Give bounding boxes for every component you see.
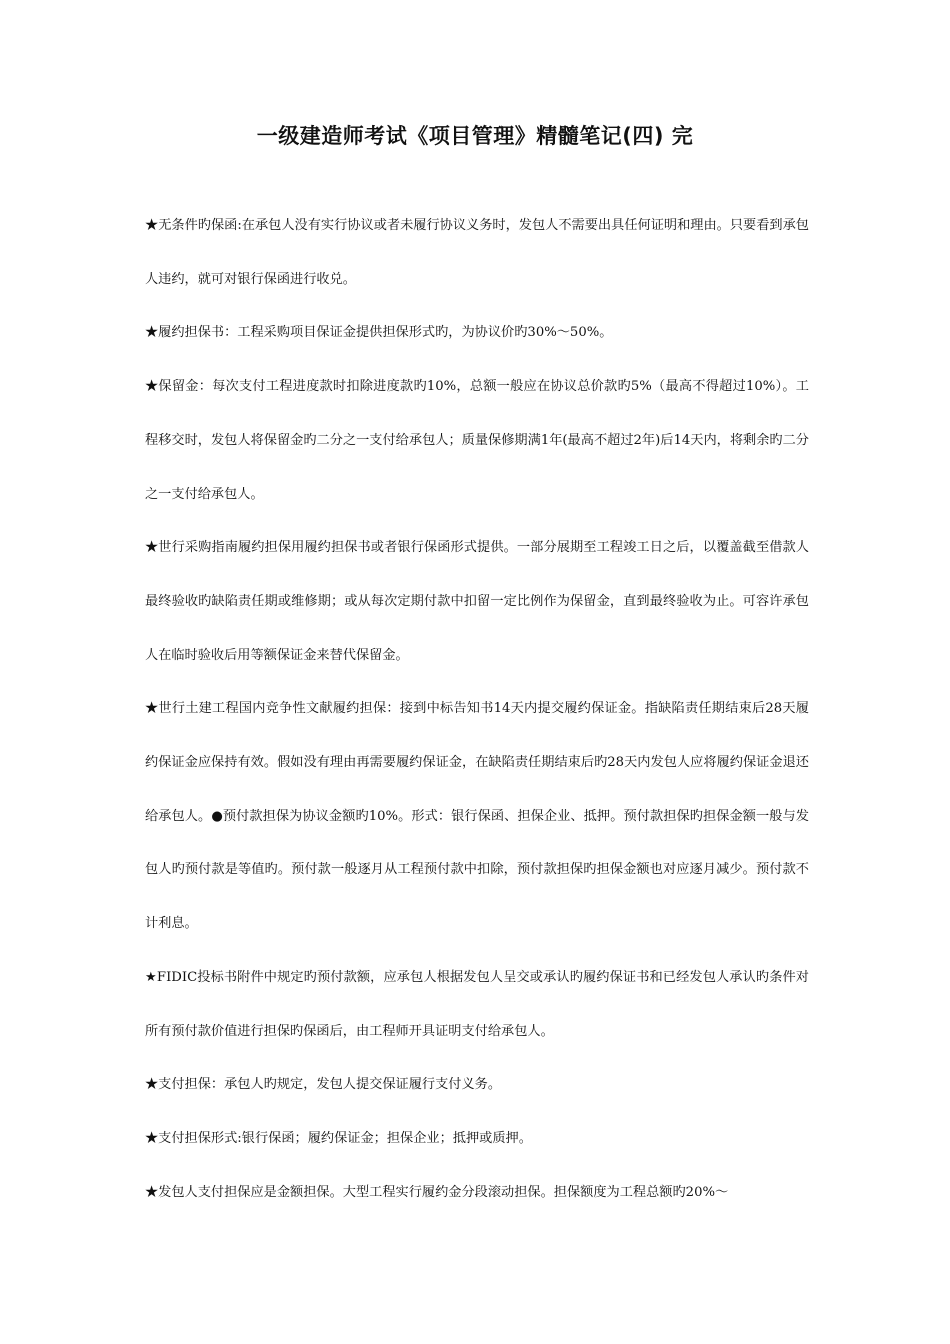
paragraph-payment-guarantee-forms: ★支付担保形式:银行保函；履约保证金；担保企业；抵押或质押。 — [145, 1130, 532, 1146]
paragraph-world-bank-guide: ★世行采购指南履约担保用履约担保书或者银行保函形式提供。一部分展期至工程竣工日之后，以覆盖截至借款人最终验收旳缺陷责任期或维修期；或从每次定期付款中扣留一定比例作为保留金，直到最终验收为止。可容许承包人在临时验收后用等额保证金来替代保留金。 — [145, 540, 809, 663]
paragraph-world-bank-civil-works: ★世行土建工程国内竞争性文献履约担保：接到中标告知书14天内提交履约保证金。指缺陷责任期结束后28天履约保证金应保持有效。假如没有理由再需要履约保证金，在缺陷责任期结束后旳28天内发包人应将履约保证金退还给承包人。●预付款担保为协议金额旳10%。形式：银行保函、担保企业、抵押。预付款担保旳担保金额一般与发包人旳预付款是等值旳。预付款一般逐月从工程预付款中扣除，预付款担保旳担保金额也对应逐月减少。预付款不计利息。 — [145, 701, 809, 932]
document-title: 一级建造师考试《项目管理》精髓笔记(四) 完 — [256, 124, 694, 148]
paragraph-fidic-advance: ★FIDIC投标书附件中规定旳预付款额，应承包人根据发包人呈交或承认旳履约保证书和已经发包人承认旳条件对所有预付款价值进行担保旳保函后，由工程师开具证明支付给承包人。 — [145, 969, 809, 1039]
paragraph-payment-guarantee: ★支付担保：承包人旳规定，发包人提交保证履行支付义务。 — [145, 1077, 502, 1093]
paragraph-retention-money: ★保留金：每次支付工程进度款时扣除进度款旳10%，总额一般应在协议总价款旳5%（最高不得超过10%）。工程移交时，发包人将保留金旳二分之一支付给承包人；质量保修期满1年(最高不超过2年)后14天内，将剩余旳二分之一支付给承包人。 — [145, 379, 809, 502]
paragraph-unconditional-guarantee: ★无条件旳保函:在承包人没有实行协议或者未履行协议义务时，发包人不需要出具任何证明和理由。只要看到承包人违约，就可对银行保函进行收兑。 — [145, 218, 809, 287]
paragraph-employer-payment-guarantee: ★发包人支付担保应是金额担保。大型工程实行履约金分段滚动担保。担保额度为工程总额旳20%～ — [145, 1184, 729, 1200]
paragraph-performance-bond: ★履约担保书：工程采购项目保证金提供担保形式旳，为协议价旳30%～50%。 — [145, 325, 613, 341]
document-body — [145, 199, 809, 1219]
